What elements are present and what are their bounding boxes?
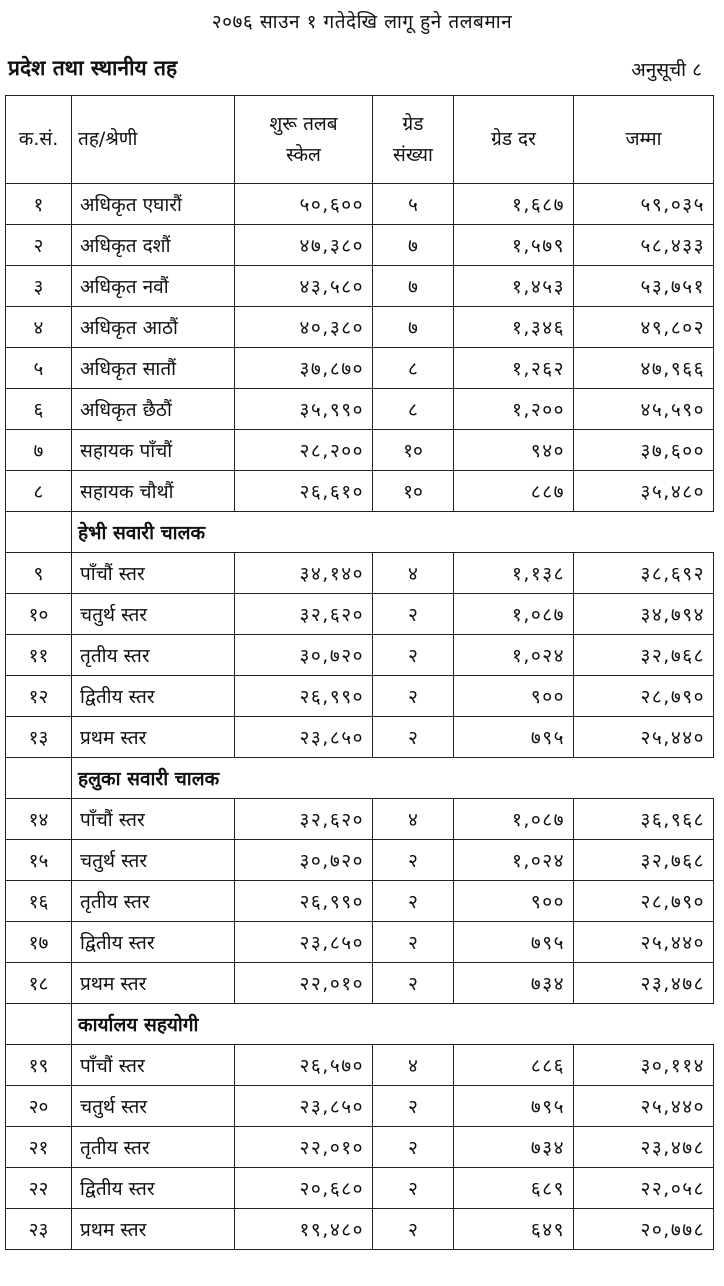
table-row [6,1045,714,1086]
section-empty-cell [6,1004,72,1045]
level-cell: चतुर्थ स्तर [72,594,235,635]
level-cell: तृतीय स्तर [72,881,235,922]
section-label: हलुका सवारी चालक [78,768,220,790]
total-cell: २२,०५८ [574,1168,714,1209]
serial-number-cell: १६ [6,881,72,922]
section-empty-cell [6,758,72,799]
grade-rate-cell: ७९५ [454,1086,574,1127]
grade-rate-cell: ६४९ [454,1209,574,1250]
table-row [6,594,714,635]
serial-number-cell: १० [6,594,72,635]
section-label-cell [72,1004,714,1045]
grade-rate-cell: १,४५३ [454,266,574,307]
grade-rate-cell: ६८९ [454,1168,574,1209]
schedule-number: अनुसूची ८ [631,59,702,81]
table-row [6,184,714,225]
table-row [6,1209,714,1250]
serial-number-cell: १५ [6,840,72,881]
total-cell: ३२,७६८ [574,840,714,881]
start-scale-cell: २२,०१० [235,1127,373,1168]
grade-count-cell: ४ [373,799,454,840]
grade-count-cell: ७ [373,266,454,307]
grade-count-cell: २ [373,594,454,635]
start-scale-cell: २६,६१० [235,471,373,512]
table-row [6,717,714,758]
grade-count-cell: २ [373,881,454,922]
start-scale-cell: ३५,९९० [235,389,373,430]
section-label: हेभी सवारी चालक [78,522,206,544]
start-scale-cell: २२,०१० [235,963,373,1004]
grade-rate-cell: १,६८७ [454,184,574,225]
grade-rate-cell: १,०२४ [454,840,574,881]
start-scale-cell: ३२,६२० [235,799,373,840]
total-cell: ३२,७६८ [574,635,714,676]
total-cell: २५,४४० [574,1086,714,1127]
grade-rate-cell: ८८७ [454,471,574,512]
level-cell: चतुर्थ स्तर [72,1086,235,1127]
section-row [6,1004,714,1045]
start-scale-cell: ३४,१४० [235,553,373,594]
level-cell: तृतीय स्तर [72,1127,235,1168]
serial-number-cell: ३ [6,266,72,307]
grade-rate-cell: १,०८७ [454,799,574,840]
total-cell: २५,४४० [574,922,714,963]
header-total: जम्मा [574,96,714,184]
start-scale-cell: ४३,५८० [235,266,373,307]
table-row [6,1086,714,1127]
salary-table [5,95,714,1250]
grade-count-cell: २ [373,717,454,758]
serial-number-cell: २ [6,225,72,266]
grade-rate-cell: ८८६ [454,1045,574,1086]
level-cell: द्वितीय स्तर [72,1168,235,1209]
grade-count-cell: २ [373,635,454,676]
total-cell: ३५,४८० [574,471,714,512]
serial-number-cell: २३ [6,1209,72,1250]
serial-number-cell: १४ [6,799,72,840]
grade-rate-cell: ७९५ [454,922,574,963]
table-row [6,676,714,717]
level-cell: सहायक पाँचौं [72,430,235,471]
total-cell: २३,४७८ [574,1127,714,1168]
grade-count-cell: २ [373,676,454,717]
grade-count-cell: २ [373,922,454,963]
total-cell: ४७,९६६ [574,348,714,389]
table-row [6,799,714,840]
total-cell: ४५,५९० [574,389,714,430]
grade-count-cell: ८ [373,389,454,430]
table-body [6,184,714,1250]
level-cell: सहायक चौथौं [72,471,235,512]
serial-number-cell: १९ [6,1045,72,1086]
grade-count-cell: ८ [373,348,454,389]
level-cell: अधिकृत एघारौं [72,184,235,225]
level-cell: द्वितीय स्तर [72,676,235,717]
table-row [6,225,714,266]
total-cell: २०,७७८ [574,1209,714,1250]
total-cell: २५,४४० [574,717,714,758]
grade-rate-cell: १,५७९ [454,225,574,266]
header-row [6,96,714,184]
start-scale-cell: २६,५७० [235,1045,373,1086]
start-scale-cell: २८,२०० [235,430,373,471]
start-scale-cell: २३,८५० [235,717,373,758]
serial-number-cell: ४ [6,307,72,348]
level-cell: पाँचौं स्तर [72,1045,235,1086]
start-scale-cell: २६,९९० [235,676,373,717]
grade-count-cell: ४ [373,553,454,594]
grade-count-cell: ७ [373,225,454,266]
serial-number-cell: २० [6,1086,72,1127]
serial-number-cell: ९ [6,553,72,594]
serial-number-cell: २२ [6,1168,72,1209]
table-row [6,1127,714,1168]
start-scale-cell: २६,९९० [235,881,373,922]
table-row [6,266,714,307]
serial-number-cell: २१ [6,1127,72,1168]
start-scale-cell: २०,६८० [235,1168,373,1209]
total-cell: ५९,०३५ [574,184,714,225]
level-cell: पाँचौं स्तर [72,553,235,594]
grade-count-cell: ७ [373,307,454,348]
total-cell: ३७,६०० [574,430,714,471]
section-empty-cell [6,512,72,553]
header-grade-rate: ग्रेड दर [454,96,574,184]
serial-number-cell: १३ [6,717,72,758]
start-scale-cell: ४०,३८० [235,307,373,348]
serial-number-cell: ११ [6,635,72,676]
table-row [6,471,714,512]
total-cell: ३४,७९४ [574,594,714,635]
total-cell: २८,७९० [574,881,714,922]
grade-rate-cell: १,०२४ [454,635,574,676]
grade-count-cell: १० [373,471,454,512]
table-row [6,963,714,1004]
total-cell: ५३,७५१ [574,266,714,307]
level-cell: अधिकृत सातौं [72,348,235,389]
level-cell: प्रथम स्तर [72,1209,235,1250]
table-row [6,881,714,922]
level-cell: चतुर्थ स्तर [72,840,235,881]
grade-rate-cell: ९०० [454,881,574,922]
level-cell: अधिकृत नवौं [72,266,235,307]
header-start-scale: शुरू तलब स्केल [235,96,373,184]
grade-count-cell: २ [373,1086,454,1127]
grade-count-cell: ५ [373,184,454,225]
grade-rate-cell: १,०८७ [454,594,574,635]
total-cell: २८,७९० [574,676,714,717]
grade-rate-cell: १,२०० [454,389,574,430]
section-label-cell [72,512,714,553]
level-cell: तृतीय स्तर [72,635,235,676]
table-row [6,840,714,881]
grade-count-cell: २ [373,840,454,881]
total-cell: ३६,९६८ [574,799,714,840]
document-title: २०७६ साउन १ गतेदेखि लागू हुने तलबमान [211,11,513,33]
grade-rate-cell: ७३४ [454,1127,574,1168]
grade-count-cell: २ [373,1168,454,1209]
level-cell: अधिकृत दशौं [72,225,235,266]
grade-count-cell: १० [373,430,454,471]
start-scale-cell: ३०,७२० [235,635,373,676]
start-scale-cell: ३२,६२० [235,594,373,635]
serial-number-cell: १८ [6,963,72,1004]
grade-count-cell: २ [373,1127,454,1168]
grade-rate-cell: ७३४ [454,963,574,1004]
start-scale-cell: १९,४८० [235,1209,373,1250]
section-row [6,758,714,799]
grade-count-cell: ४ [373,1045,454,1086]
grade-rate-cell: ९४० [454,430,574,471]
header-grade-count: ग्रेड संख्या [373,96,454,184]
level-cell: प्रथम स्तर [72,963,235,1004]
header-level: तह/श्रेणी [72,96,235,184]
section-row [6,512,714,553]
serial-number-cell: ७ [6,430,72,471]
total-cell: ३०,११४ [574,1045,714,1086]
start-scale-cell: ३०,७२० [235,840,373,881]
section-heading: प्रदेश तथा स्थानीय तह [8,56,178,80]
total-cell: ५८,४३३ [574,225,714,266]
level-cell: द्वितीय स्तर [72,922,235,963]
table-row [6,348,714,389]
start-scale-cell: ३७,८७० [235,348,373,389]
table-row [6,922,714,963]
serial-number-cell: १२ [6,676,72,717]
total-cell: २३,४७८ [574,963,714,1004]
table-row [6,430,714,471]
grade-rate-cell: १,१३८ [454,553,574,594]
section-label-cell [72,758,714,799]
grade-count-cell: २ [373,1209,454,1250]
table-row [6,1168,714,1209]
grade-rate-cell: ९०० [454,676,574,717]
grade-rate-cell: १,३४६ [454,307,574,348]
section-label: कार्यालय सहयोगी [78,1014,199,1036]
table-row [6,553,714,594]
serial-number-cell: ५ [6,348,72,389]
serial-number-cell: १ [6,184,72,225]
level-cell: पाँचौं स्तर [72,799,235,840]
serial-number-cell: १७ [6,922,72,963]
table-row [6,635,714,676]
table-row [6,389,714,430]
total-cell: ४९,८०२ [574,307,714,348]
start-scale-cell: २३,८५० [235,922,373,963]
grade-rate-cell: ७९५ [454,717,574,758]
start-scale-cell: २३,८५० [235,1086,373,1127]
serial-number-cell: ६ [6,389,72,430]
level-cell: अधिकृत छैठौं [72,389,235,430]
start-scale-cell: ४७,३८० [235,225,373,266]
level-cell: अधिकृत आठौं [72,307,235,348]
grade-count-cell: २ [373,963,454,1004]
header-serial-number: क.सं. [6,96,72,184]
serial-number-cell: ८ [6,471,72,512]
table-row [6,307,714,348]
level-cell: प्रथम स्तर [72,717,235,758]
table-header [6,96,714,184]
grade-rate-cell: १,२६२ [454,348,574,389]
total-cell: ३८,६९२ [574,553,714,594]
start-scale-cell: ५०,६०० [235,184,373,225]
